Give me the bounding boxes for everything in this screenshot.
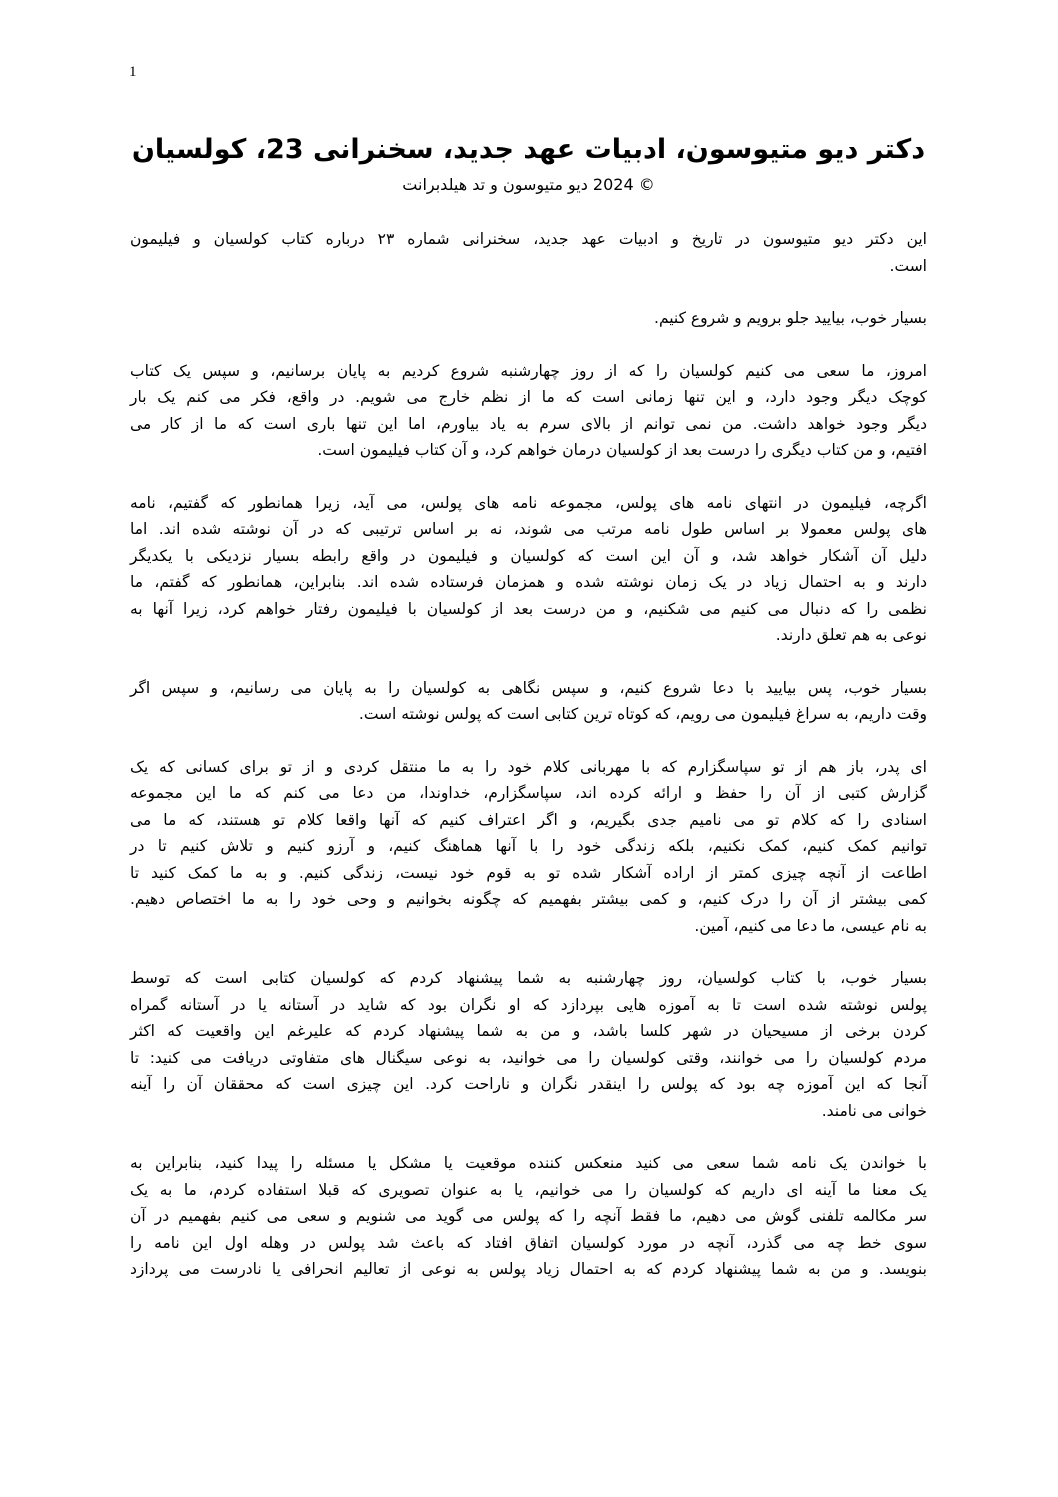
text-line: اطاعت از آنچه چیزی کمتر از اراده آشکار شده تو به قوم خود نیست، زندگی کنیم. و به ما کمک کنید تا (130, 863, 927, 882)
text-line: کمی بیشتر از آن را درک کنیم، و کمی بیشتر بفهمیم که چگونه بخوانیم و وحی خود را به ما اختصاص دهیم. (130, 890, 927, 908)
text-line: دارند و به احتمال زیاد در یک زمان نوشته شده و همزمان فرستاده شده اند. بنابراین، همانطور که گفتم، ما (130, 573, 927, 591)
page-number: 1 (129, 64, 137, 80)
document-title: دکتر دیو متیوسون، ادبیات عهد جدید، سخنرانی 23، کولسیان (131, 134, 926, 165)
text-line: افتیم، و من کتاب دیگری را درست بعد از کولسیان درمان خواهم کرد، و آن کتاب فیلیمون است. (317, 441, 927, 459)
text-line: های پولس معمولا بر اساس طول نامه مرتب می شوند، نه بر اساس ترتیبی که در آن نوشته شده اند. اما (130, 520, 927, 538)
text-line: بسیار خوب، بیایید جلو برویم و شروع کنیم. (654, 309, 927, 327)
paragraph-lets-begin (130, 305, 927, 332)
text-line: اسنادی را که کلام تو می نامیم جدی بگیریم، و اگر اعتراف کنیم که آنها واقعا کلام تو هستند، که ما می (130, 810, 927, 829)
text-line: امروز، ما سعی می کنیم کولسیان را که از روز چهارشنبه شروع کردیم به پایان برسانیم، و سپس یک کتاب (130, 361, 927, 380)
text-line: آنجا که این آموزه چه بود که پولس را اینقدر نگران و ناراحت کرد. این چیزی است که محققان آن را آینه (130, 1075, 927, 1093)
text-line: مردم کولسیان را می خوانند، وقتی کولسیان را می خوانید، به نوعی سیگنال های متفاوتی دریافت می کنید: تا (130, 1048, 927, 1067)
paragraph-prayer (130, 754, 927, 940)
paragraph-mirror-reading (130, 965, 927, 1124)
paragraph-prayer-intro (130, 675, 927, 728)
text-line: دیگر وجود خواهد داشت. من نمی توانم از بالای سرم به یاد بیاورم، اما این تنها باری است که ما از کار می (130, 414, 927, 433)
text-line: کوچک دیگر وجود دارد، و این تنها زمانی است که ما از نظم خارج می شویم. در واقع، فکر می کنم یک بار (130, 388, 927, 406)
paragraph-letter-reading (130, 1150, 927, 1283)
text-line: اگرچه، فیلیمون در انتهای نامه های پولس، مجموعه نامه های پولس، می آید، زیرا همانطور که گفتیم، نامه (130, 493, 927, 512)
text-line: گزارش کتبی از آن را حفظ و ارائه کرده اند، سپاسگزارم، خداوندا، من دعا می کنم که ما این مجموعه (130, 784, 927, 802)
text-line: بسیار خوب، پس بیایید با دعا شروع کنیم، و سپس نگاهی به کولسیان را به پایان می رسانیم، و سپس اگر (130, 678, 927, 697)
text-line: به نام عیسی، ما دعا می کنیم، آمین. (694, 916, 927, 935)
text-line: بسیار خوب، با کتاب کولسیان، روز چهارشنبه به شما پیشنهاد کردم که کولسیان کتابی است که توسط (130, 969, 927, 987)
paragraph-today (130, 358, 927, 464)
text-line: با خواندن یک نامه شما سعی می کنید منعکس کننده موقعیت یا مشکل یا مسئله را پیدا کنید، بنابراین به (130, 1154, 927, 1172)
paragraph-intro (130, 226, 927, 279)
text-line: است. (889, 256, 927, 275)
text-line: کردن برخی از مسیحیان در شهر کلسا باشد، و من به شما پیشنهاد کردم که علیرغم این واقعیت که اکثر (130, 1022, 927, 1040)
text-line: این دکتر دیو متیوسون در تاریخ و ادبیات عهد جدید، سخنرانی شماره ۲۳ درباره کتاب کولسیان و فیلیمون (130, 230, 927, 248)
text-line: بنویسد. و من به شما پیشنهاد کردم که به احتمال زیاد پولس به نوعی از تعالیم انحرافی یا نادرست می پردازد (130, 1260, 927, 1278)
text-line: توانیم کمک کنیم، کمک نکنیم، بلکه زندگی خود را با آنها هماهنگ کنیم، و آرزو کنیم و تلاش کنیم تا در (130, 837, 927, 855)
document-body (130, 128, 927, 1309)
text-line: سوی خط چه می گذرد، آنچه در مورد کولسیان اتفاق افتاد که باعث شد پولس در وهله اول این نامه را (130, 1233, 927, 1252)
text-line: دلیل آن آشکار خواهد شد، و آن این است که کولسیان و فیلیمون در واقع رابطه بسیار نزدیکی با یکدیگر (130, 546, 927, 565)
paragraph-philemon-order (130, 490, 927, 649)
text-line: نظمی را که دنبال می کنیم می شکنیم، و من درست بعد از کولسیان با فیلیمون رفتار خواهم کرد، زیرا آنها به (130, 599, 927, 618)
copyright-line: © 2024 دیو متیوسون و تد هیلدبرانت (402, 175, 655, 194)
text-line: خوانی می نامند. (821, 1101, 927, 1120)
text-line: وقت داریم، به سراغ فیلیمون می رویم، که کوتاه ترین کتابی است که پولس نوشته است. (358, 705, 927, 723)
text-line: یک معنا ما آینه ای داریم که کولسیان را می خوانیم، یا به عنوان تصویری که قبلا استفاده کردم، ما به یک (130, 1180, 927, 1199)
text-line: ای پدر، باز هم از تو سپاسگزارم که با مهربانی کلام خود را به ما منتقل کردی و از تو برای کسانی که یک (130, 757, 927, 776)
text-line: نوعی به هم تعلق دارند. (775, 626, 927, 644)
text-line: سر مکالمه تلفنی گوش می دهیم، ما فقط آنچه را که پولس می گوید می شنویم و سعی می کنیم بفهمیم در آن (130, 1207, 927, 1225)
text-line: پولس نوشته شده است تا به آموزه هایی بپردازد که او نگران بود که شاید در آستانه یا در آستانه گمراه (130, 995, 927, 1014)
